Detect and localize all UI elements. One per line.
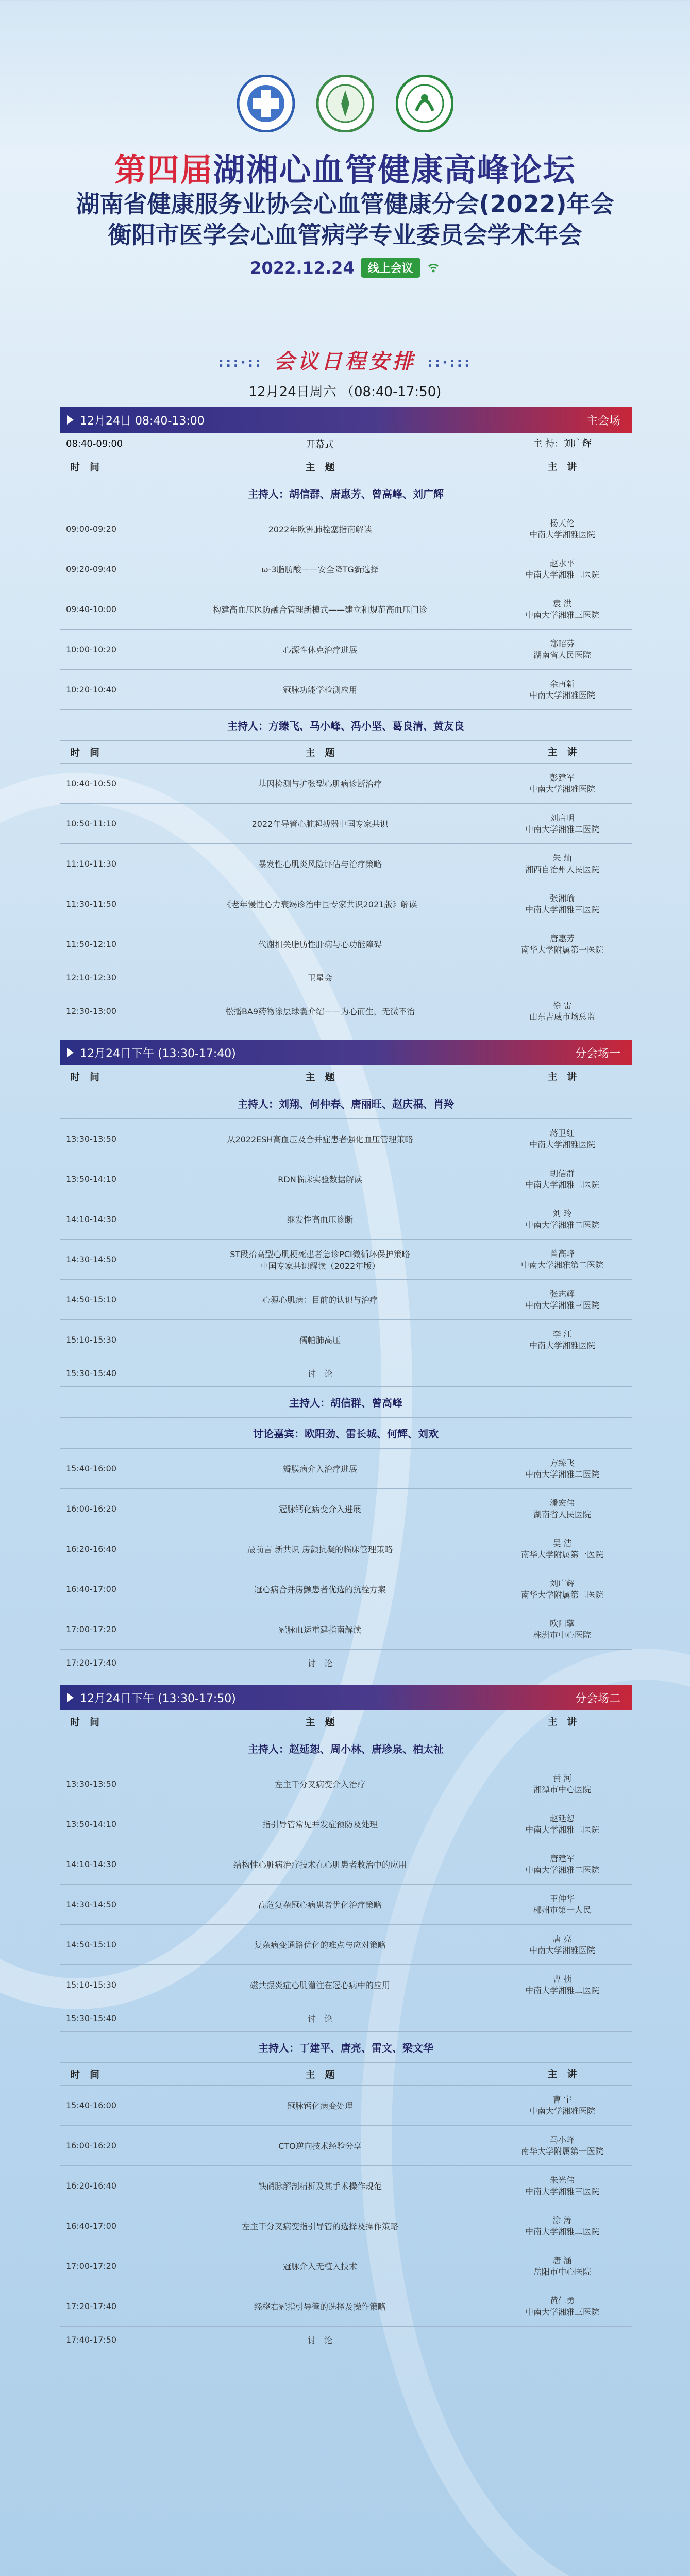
speaker-name: 吴 洁 <box>552 1538 572 1548</box>
speaker-org: 中南大学湘雅医院 <box>529 784 595 794</box>
speaker-name: 马小峰 <box>549 2134 575 2145</box>
talk-speaker-cell <box>493 1773 632 1795</box>
agenda-row <box>60 1489 632 1529</box>
speaker-name: 潘宏伟 <box>549 1498 575 1508</box>
table-header-row <box>60 1065 632 1088</box>
talk-time: 14:10-14:30 <box>66 1214 116 1224</box>
talk-speaker-cell <box>493 2134 632 2157</box>
header-time: 时 间 <box>70 462 100 473</box>
speaker-name: 彭建军 <box>549 772 575 783</box>
header-topic: 主 题 <box>305 2069 335 2080</box>
agenda-row <box>60 1280 632 1320</box>
speaker-org: 中南大学湘雅医院 <box>529 1139 595 1149</box>
speaker-org: 中南大学湘雅医院 <box>529 690 595 700</box>
speaker-org: 中南大学湘雅医院 <box>529 1340 595 1350</box>
table-header-row <box>60 741 632 764</box>
speaker-org: 湘西自治州人民医院 <box>525 864 599 874</box>
talk-topic: 心源心肌病：目前的认识与治疗 <box>262 1295 378 1305</box>
talk-speaker-cell <box>493 1208 632 1231</box>
agenda-row <box>60 844 632 884</box>
talk-time: 14:10-14:30 <box>66 1859 116 1869</box>
talk-topic: 松播BA9药物涂层球囊介绍——为心而生，无微不治 <box>225 1007 415 1016</box>
talk-time: 14:30-14:50 <box>66 1255 116 1264</box>
talk-time: 15:10-15:30 <box>66 1335 116 1345</box>
society-logo <box>316 75 374 132</box>
agenda-row <box>60 1569 632 1609</box>
talk-time: 10:50-11:10 <box>66 819 116 828</box>
talk-topic: 冠脉介入无植入技术 <box>282 2262 357 2272</box>
date-row <box>0 258 690 278</box>
talk-topic: ST段抬高型心肌梗死患者急诊PCI微循环保护策略 中国专家共识解读（2022年版） <box>230 1249 410 1271</box>
agenda-row <box>60 1529 632 1569</box>
talk-topic: 心源性休克治疗进展 <box>282 645 357 655</box>
talk-speaker-cell <box>493 1813 632 1836</box>
section-label-group <box>67 1045 236 1061</box>
subtitle-line-2: 衡阳市医学会心血管病学专业委员会学术年会 <box>108 221 582 249</box>
speaker-name: 刘广辉 <box>549 1578 575 1588</box>
speaker-name: 唐建军 <box>549 1853 575 1863</box>
section-bar <box>60 1040 632 1065</box>
decor-dots-right: ::·::: <box>427 355 472 370</box>
speaker-org: 中南大学湘雅三医院 <box>525 609 599 620</box>
section-venue: 主会场 <box>586 414 620 428</box>
agenda-row <box>60 964 632 991</box>
host-row: 主持人：刘翔、何仲春、唐丽旺、赵庆福、肖羚 <box>60 1088 632 1119</box>
speaker-org: 中南大学湘雅二医院 <box>525 1865 599 1875</box>
talk-speaker-cell <box>493 1248 632 1271</box>
agenda-row <box>60 1885 632 1925</box>
association-logo <box>237 75 295 132</box>
speaker-name: 欧阳擎 <box>549 1618 575 1629</box>
talk-time: 13:30-13:50 <box>66 1134 116 1144</box>
talk-topic: 冠心病合并房颤患者优选的抗栓方案 <box>254 1585 386 1595</box>
table-header-row <box>60 1710 632 1733</box>
speaker-name: 赵水平 <box>549 558 575 568</box>
section-bar <box>60 407 632 433</box>
discussion-guests-row: 讨论嘉宾：欧阳劲、雷长城、何辉、刘欢 <box>60 1418 632 1449</box>
opening-host: 主 持：刘广辉 <box>533 438 592 449</box>
agenda-row <box>60 630 632 670</box>
talk-speaker-cell <box>493 1000 632 1023</box>
speaker-name: 曾高峰 <box>549 1248 575 1259</box>
speaker-name: 方臻飞 <box>549 1458 575 1468</box>
header-time: 时 间 <box>70 747 100 758</box>
agenda-row <box>60 1844 632 1885</box>
speaker-org: 中南大学湘雅二医院 <box>525 1824 599 1835</box>
talk-time: 16:40-17:00 <box>66 2221 116 2231</box>
talk-topic: 基因检测与扩张型心肌病诊断治疗 <box>258 779 382 789</box>
speaker-org: 中南大学湘雅医院 <box>529 1945 595 1955</box>
speaker-org: 中南大学湘雅医院 <box>529 529 595 539</box>
talk-time: 09:40-10:00 <box>66 604 116 614</box>
talk-speaker-cell <box>493 598 632 621</box>
header-speaker: 主 讲 <box>547 2068 577 2080</box>
talk-topic: 经桡右冠指引导管的选择及操作策略 <box>254 2302 386 2312</box>
talk-time: 17:00-17:20 <box>66 2261 116 2271</box>
talk-speaker-cell <box>493 1128 632 1150</box>
talk-speaker-cell <box>493 1893 632 1916</box>
speaker-org: 中南大学湘雅二医院 <box>525 1179 599 1190</box>
header-topic: 主 题 <box>305 1072 335 1083</box>
speaker-name: 黄仁勇 <box>549 2295 575 2306</box>
speaker-name: 刘启明 <box>549 812 575 823</box>
talk-speaker-cell <box>493 1289 632 1311</box>
speaker-org: 中南大学湘雅三医院 <box>525 1300 599 1310</box>
speaker-name: 朱光伟 <box>549 2175 575 2185</box>
agenda-row <box>60 804 632 844</box>
opening-content: 开幕式 <box>306 439 334 450</box>
header-speaker: 主 讲 <box>547 746 577 758</box>
speaker-name: 曹 宇 <box>552 2094 572 2105</box>
speaker-org: 中南大学湘雅三医院 <box>525 2186 599 2196</box>
speaker-name: 唐 涵 <box>552 2255 572 2265</box>
speaker-name: 郑昭芬 <box>549 638 575 649</box>
speaker-org: 南华大学附属第一医院 <box>520 944 603 955</box>
speaker-org: 中南大学湘雅二医院 <box>525 1469 599 1479</box>
talk-speaker-cell <box>493 1498 632 1520</box>
agenda-row <box>60 509 632 549</box>
talk-time: 11:10-11:30 <box>66 859 116 869</box>
talk-time: 16:20-16:40 <box>66 1544 116 1554</box>
speaker-name: 赵延恕 <box>549 1813 575 1823</box>
speaker-org: 中南大学湘雅二医院 <box>525 569 599 580</box>
play-icon <box>67 415 74 425</box>
title-rest: 湖湘心血管健康高峰论坛 <box>213 151 576 189</box>
agenda-title: 会议日程安排 <box>274 350 416 374</box>
talk-speaker-cell <box>493 2215 632 2238</box>
speaker-org: 中南大学湘雅三医院 <box>525 2307 599 2317</box>
talk-topic: 指引导管常见并发症预防及处理 <box>262 1820 378 1829</box>
talk-speaker-cell <box>493 2295 632 2318</box>
talk-topic: 从2022ESH高血压及合并症患者强化血压管理策略 <box>227 1134 413 1144</box>
talk-time: 13:50-14:10 <box>66 1819 116 1829</box>
speaker-org: 中南大学湘雅二医院 <box>525 1985 599 1995</box>
talk-topic: 讨 论 <box>307 2335 332 2345</box>
agenda-row <box>60 1360 632 1387</box>
talk-speaker-cell <box>493 1458 632 1480</box>
talk-speaker-cell <box>493 1618 632 1641</box>
talk-topic: 讨 论 <box>307 1369 332 1379</box>
opening-row <box>60 433 632 455</box>
talk-topic: 瓣膜病介入治疗进展 <box>282 1464 357 1474</box>
talk-speaker-cell <box>493 1329 632 1351</box>
talk-time: 12:10-12:30 <box>66 973 116 982</box>
agenda-row <box>60 884 632 924</box>
section-bar <box>60 1685 632 1710</box>
header-topic: 主 题 <box>305 1717 335 1728</box>
speaker-name: 徐 雷 <box>552 1000 572 1010</box>
talk-time: 12:30-13:00 <box>66 1006 116 1016</box>
header-speaker: 主 讲 <box>547 1716 577 1727</box>
talk-topic: 高危复杂冠心病患者优化治疗策略 <box>258 1900 382 1910</box>
host-row: 主持人：赵延恕、周小林、唐珍泉、柏太祉 <box>60 1733 632 1764</box>
speaker-name: 杨天伦 <box>549 518 575 528</box>
medical-association-logo <box>396 75 453 132</box>
talk-speaker-cell <box>493 1538 632 1561</box>
talk-topic: 复杂病变通路优化的难点与应对策略 <box>254 1940 386 1950</box>
table-header-row <box>60 455 632 478</box>
talk-speaker-cell <box>493 638 632 661</box>
page-title <box>0 144 690 190</box>
talk-time: 16:00-16:20 <box>66 1504 116 1514</box>
section-label: 12月24日 08:40-13:00 <box>80 414 205 428</box>
talk-topic: 继发性高血压诊断 <box>287 1215 353 1225</box>
talk-topic: 讨 论 <box>307 2014 332 2024</box>
speaker-org: 中南大学湘雅医院 <box>529 2106 595 2116</box>
agenda-row <box>60 1965 632 2005</box>
talk-topic: 铁硝脉解剖精析及其手术操作规范 <box>258 2181 382 2191</box>
agenda-row <box>60 1199 632 1240</box>
talk-speaker-cell <box>493 2255 632 2278</box>
talk-time: 09:20-09:40 <box>66 564 116 574</box>
talk-time: 17:20-17:40 <box>66 1658 116 1668</box>
talk-topic: ω-3脂肪酸——安全降TG新选择 <box>261 565 379 574</box>
talk-topic: 冠脉钙化病变处理 <box>287 2101 353 2111</box>
section-venue: 分会场一 <box>575 1047 620 1060</box>
host-row: 主持人：丁建平、唐亮、雷文、梁文华 <box>60 2032 632 2063</box>
speaker-org: 岳阳市中心医院 <box>533 2266 591 2277</box>
header-time: 时 间 <box>70 1717 100 1728</box>
talk-time: 11:50-12:10 <box>66 939 116 949</box>
agenda-row <box>60 1240 632 1280</box>
talk-speaker-cell <box>493 1934 632 1956</box>
speaker-org: 中南大学湘雅第二医院 <box>520 1260 603 1270</box>
talk-time: 15:30-15:40 <box>66 1368 116 1378</box>
talk-topic: 最前言 新共识 房颤抗凝的临床管理策略 <box>247 1545 393 1554</box>
agenda-row <box>60 2005 632 2032</box>
agenda-date-line: 12月24日周六 （08:40-17:50) <box>248 384 442 400</box>
talk-time: 14:30-14:50 <box>66 1900 116 1909</box>
speaker-name: 唐惠芳 <box>549 933 575 943</box>
agenda-row <box>60 1609 632 1650</box>
schedule-table <box>60 407 632 2353</box>
agenda-row <box>60 2286 632 2327</box>
online-badge: 线上会议 <box>361 258 420 278</box>
speaker-org: 南华大学附属第一医院 <box>520 2146 603 2156</box>
talk-speaker-cell <box>493 1168 632 1191</box>
speaker-org: 中南大学湘雅三医院 <box>525 904 599 914</box>
header-speaker: 主 讲 <box>547 461 577 472</box>
agenda-row <box>60 1804 632 1844</box>
header-time: 时 间 <box>70 1072 100 1083</box>
talk-speaker-cell <box>493 1578 632 1601</box>
title-highlight: 第四届 <box>114 151 213 189</box>
section-label-group <box>67 412 205 428</box>
talk-speaker-cell <box>493 1853 632 1876</box>
agenda-row <box>60 2126 632 2166</box>
talk-time: 10:40-10:50 <box>66 778 116 788</box>
talk-time: 15:30-15:40 <box>66 2013 116 2023</box>
header-topic: 主 题 <box>305 747 335 758</box>
speaker-name: 黄 河 <box>552 1773 572 1783</box>
speaker-name: 张志辉 <box>549 1289 575 1299</box>
agenda-row <box>60 1449 632 1489</box>
agenda-row <box>60 1650 632 1676</box>
agenda-row <box>60 924 632 964</box>
speaker-org: 湖南省人民医院 <box>533 650 591 660</box>
agenda-row <box>60 670 632 710</box>
agenda-row <box>60 2206 632 2246</box>
talk-time: 14:50-15:10 <box>66 1940 116 1950</box>
talk-speaker-cell <box>493 1974 632 1996</box>
speaker-org: 南华大学附属第一医院 <box>520 1549 603 1560</box>
agenda-row <box>60 1320 632 1360</box>
talk-time: 17:40-17:50 <box>66 2335 116 2345</box>
speaker-org: 中南大学湘雅二医院 <box>525 824 599 834</box>
agenda-row <box>60 991 632 1031</box>
section-label: 12月24日下午 (13:30-17:50) <box>80 1692 236 1705</box>
event-date: 2022.12.24 <box>250 258 355 278</box>
host-row: 主持人：方臻飞、马小峰、冯小坚、葛良清、黄友良 <box>60 710 632 741</box>
talk-time: 17:00-17:20 <box>66 1624 116 1634</box>
subtitle-line-1: 湖南省健康服务业协会心血管健康分会(2022)年会 <box>76 190 614 218</box>
speaker-org: 中南大学湘雅二医院 <box>525 1219 599 1230</box>
agenda-row <box>60 2327 632 2353</box>
talk-topic: 《老年慢性心力衰竭诊治中国专家共识2021版》解读 <box>223 900 417 909</box>
section-label: 12月24日下午 (13:30-17:40) <box>80 1047 236 1060</box>
speaker-name: 王仲华 <box>549 1893 575 1904</box>
talk-topic: 卫星会 <box>307 973 332 983</box>
talk-time: 15:10-15:30 <box>66 1980 116 1990</box>
talk-speaker-cell <box>493 893 632 916</box>
talk-time: 10:20-10:40 <box>66 685 116 694</box>
host-row: 主持人：胡信群、唐惠芳、曾高峰、刘广辉 <box>60 478 632 509</box>
talk-topic: 构建高血压医防融合管理新模式——建立和规范高血压门诊 <box>212 605 427 615</box>
talk-topic: 左主干分叉病变指引导管的选择及操作策略 <box>241 2222 398 2231</box>
talk-speaker-cell <box>493 2094 632 2117</box>
talk-time: 16:40-17:00 <box>66 1584 116 1594</box>
talk-topic: 冠脉钙化病变介入进展 <box>278 1504 361 1514</box>
agenda-title-row <box>0 345 690 375</box>
talk-time: 17:20-17:40 <box>66 2301 116 2311</box>
speaker-org: 中南大学湘雅二医院 <box>525 2226 599 2236</box>
talk-speaker-cell <box>493 679 632 701</box>
opening-time: 08:40-09:00 <box>66 438 123 449</box>
speaker-name: 张湘瑜 <box>549 893 575 903</box>
header-speaker: 主 讲 <box>547 1071 577 1082</box>
talk-time: 16:20-16:40 <box>66 2181 116 2191</box>
section-label-group <box>67 1690 236 1706</box>
agenda-row <box>60 2246 632 2286</box>
speaker-name: 刘 玲 <box>552 1208 572 1218</box>
talk-time: 11:30-11:50 <box>66 899 116 909</box>
talk-time: 09:00-09:20 <box>66 524 116 534</box>
talk-topic: 2022年欧洲肺栓塞指南解读 <box>268 524 372 534</box>
header-topic: 主 题 <box>305 462 335 473</box>
agenda-row <box>60 549 632 589</box>
talk-speaker-cell <box>493 853 632 875</box>
header-time: 时 间 <box>70 2069 100 2080</box>
speaker-name: 袁 洪 <box>552 598 572 608</box>
host-row: 主持人：胡信群、曾高峰 <box>60 1387 632 1418</box>
talk-speaker-cell <box>493 558 632 581</box>
agenda-row <box>60 2166 632 2206</box>
talk-time: 13:30-13:50 <box>66 1779 116 1789</box>
talk-topic: 冠脉血运重建指南解读 <box>278 1625 361 1635</box>
speaker-org: 湖南省人民医院 <box>533 1509 591 1519</box>
talk-topic: 磁共振炎症心肌灌注在冠心病中的应用 <box>249 1980 390 1990</box>
talk-topic: RDN临床实验数据解读 <box>278 1175 362 1184</box>
talk-time: 10:00-10:20 <box>66 645 116 654</box>
play-icon <box>67 1048 74 1057</box>
wifi-icon <box>427 261 440 275</box>
speaker-org: 南华大学附属第二医院 <box>520 1589 603 1600</box>
agenda-row <box>60 1764 632 1804</box>
decor-dots-left: :::·:: <box>218 355 263 370</box>
agenda-row <box>60 589 632 630</box>
agenda-row <box>60 1925 632 1965</box>
talk-speaker-cell <box>493 518 632 540</box>
agenda-row <box>60 1119 632 1159</box>
talk-topic: 暴发性心肌炎风险评估与治疗策略 <box>258 859 382 869</box>
speaker-name: 唐 亮 <box>552 1934 572 1944</box>
play-icon <box>67 1693 74 1702</box>
talk-topic: 结构性心脏病治疗技术在心肌患者救治中的应用 <box>233 1860 407 1870</box>
talk-speaker-cell <box>493 812 632 835</box>
talk-time: 15:40-16:00 <box>66 1464 116 1473</box>
talk-time: 15:40-16:00 <box>66 2100 116 2110</box>
talk-topic: 左主干分叉病变介入治疗 <box>274 1780 365 1789</box>
talk-speaker-cell <box>493 2175 632 2197</box>
talk-topic: 代谢相关脂肪性肝病与心功能障碍 <box>258 940 382 950</box>
talk-time: 14:50-15:10 <box>66 1295 116 1304</box>
speaker-name: 李 江 <box>552 1329 572 1339</box>
speaker-name: 涂 涛 <box>552 2215 572 2225</box>
speaker-name: 蒋卫红 <box>549 1128 575 1138</box>
logos <box>0 75 690 132</box>
talk-topic: CTO逆向技术经验分享 <box>278 2141 362 2151</box>
agenda-row <box>60 1159 632 1199</box>
section-venue: 分会场二 <box>575 1692 620 1705</box>
talk-topic: 儒帕肺高压 <box>299 1335 341 1345</box>
talk-speaker-cell <box>493 933 632 956</box>
speaker-name: 朱 灿 <box>552 853 572 863</box>
agenda-row <box>60 2086 632 2126</box>
speaker-org: 郴州市第一人民 <box>533 1905 591 1915</box>
speaker-name: 余再新 <box>549 679 575 689</box>
agenda-row <box>60 764 632 804</box>
speaker-org: 湘潭市中心医院 <box>533 1784 591 1794</box>
talk-time: 16:00-16:20 <box>66 2141 116 2150</box>
talk-topic: 讨 论 <box>307 1658 332 1668</box>
table-header-row <box>60 2063 632 2086</box>
talk-topic: 冠脉功能学检测应用 <box>282 685 357 695</box>
talk-time: 13:50-14:10 <box>66 1174 116 1184</box>
talk-topic: 2022年导管心脏起搏器中国专家共识 <box>251 819 389 829</box>
speaker-org: 山东吉威市场总监 <box>529 1011 595 1022</box>
talk-speaker-cell <box>493 772 632 795</box>
speaker-name: 曹 桢 <box>552 1974 572 1984</box>
speaker-name: 胡信群 <box>549 1168 575 1178</box>
speaker-org: 株洲市中心医院 <box>533 1630 591 1640</box>
